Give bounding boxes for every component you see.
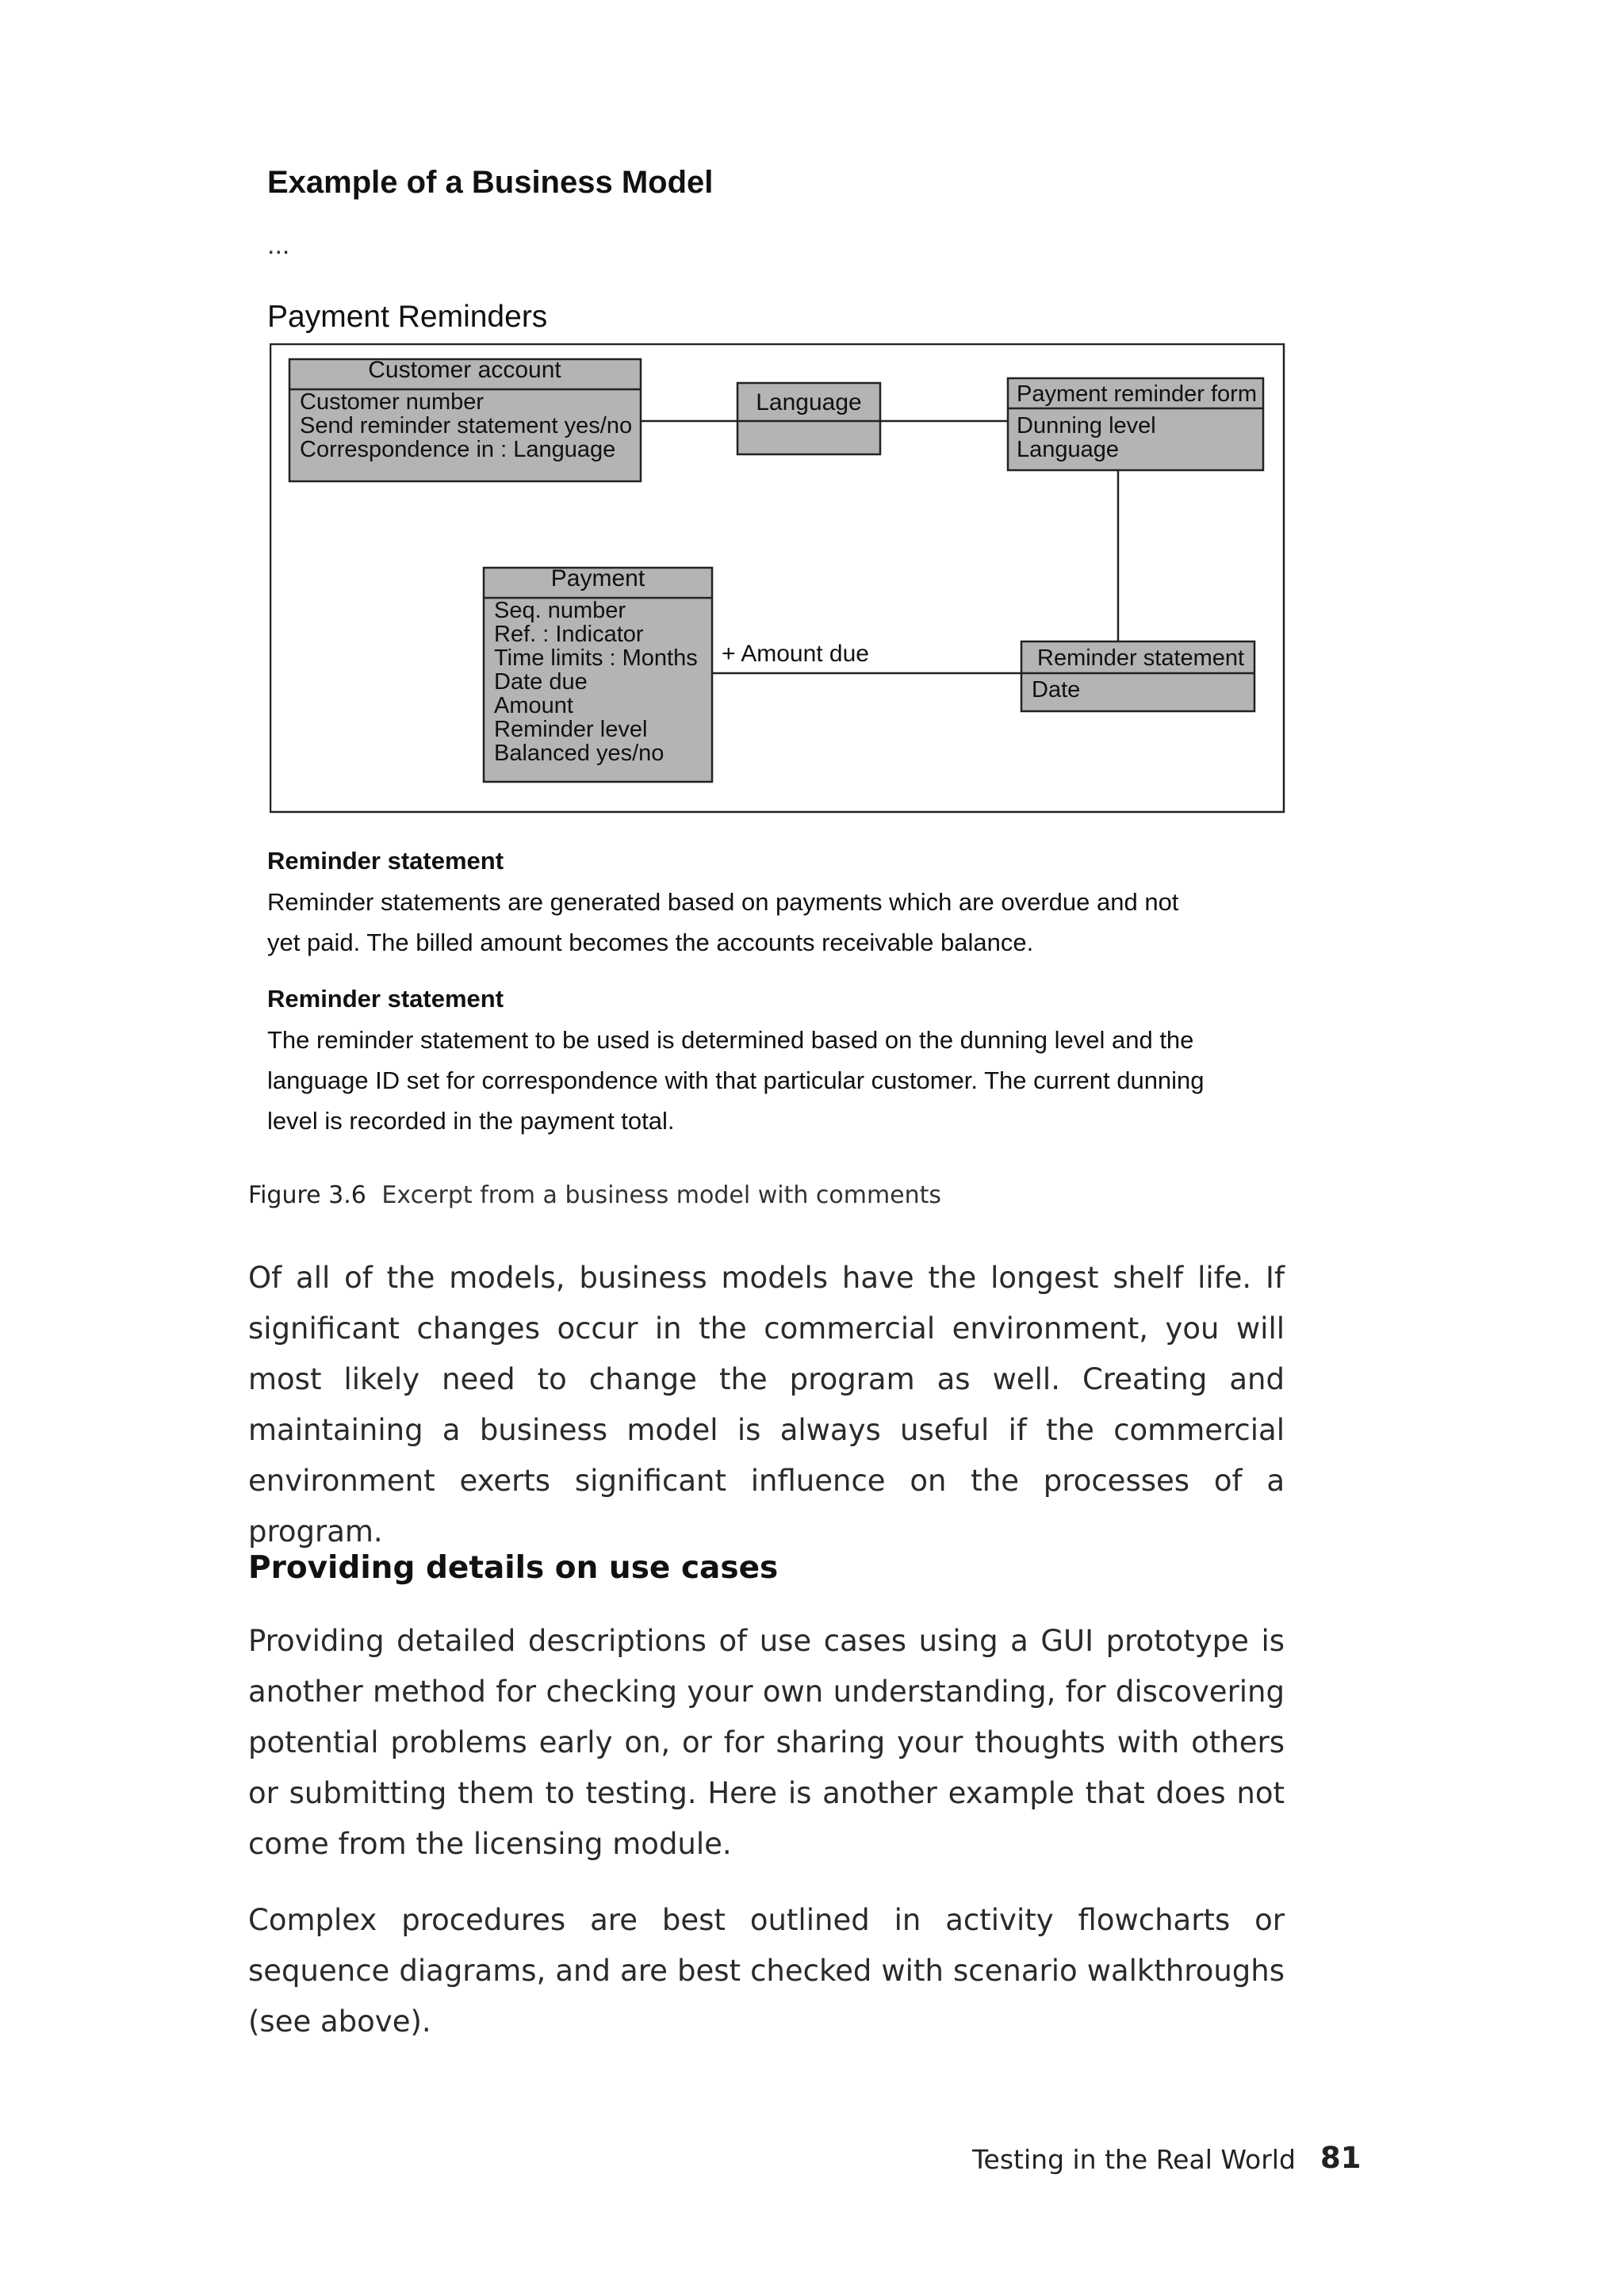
class-reminder-statement bbox=[1021, 641, 1254, 711]
note-line: yet paid. The billed amount becomes the accounts receivable balance. bbox=[267, 928, 1034, 956]
figure-caption bbox=[248, 1181, 941, 1209]
note-block-2 bbox=[267, 985, 1298, 1141]
class-title: Payment reminder form bbox=[1017, 381, 1257, 407]
note-block-1 bbox=[267, 847, 1298, 963]
class-customer-account bbox=[289, 357, 641, 481]
class-attribute: Ref. : Indicator bbox=[494, 622, 644, 647]
note-text bbox=[267, 1020, 1298, 1141]
note-line: The reminder statement to be used is determined based on the dunning level and the bbox=[267, 1026, 1194, 1054]
class-title: Payment bbox=[550, 565, 645, 592]
class-attribute: Language bbox=[1017, 437, 1120, 462]
class-title: Reminder statement bbox=[1037, 645, 1245, 671]
caption-label: Figure 3.6 bbox=[248, 1181, 366, 1209]
class-attribute: Date bbox=[1032, 677, 1081, 703]
class-attribute: Customer number bbox=[300, 389, 485, 415]
association-label: + Amount due bbox=[722, 641, 869, 667]
class-payment bbox=[484, 565, 712, 782]
class-attribute: Reminder level bbox=[494, 717, 648, 742]
body-paragraph-2: Providing detailed descriptions of use cases using a GUI prototype is another method for checking your own understanding, for discovering potential problems early on, or for sharing your thoughts with others or submitting them to testing. Here is another example that does not come from the licensing module. bbox=[248, 1624, 1285, 1861]
class-language bbox=[737, 383, 880, 454]
class-attribute: Send reminder statement yes/no bbox=[300, 413, 633, 438]
page-number: 81 bbox=[1320, 2141, 1362, 2175]
note-title: Reminder statement bbox=[267, 985, 504, 1013]
class-attribute: Seq. number bbox=[494, 598, 626, 623]
figure-heading: Example of a Business Model bbox=[267, 165, 714, 200]
class-attribute: Date due bbox=[494, 669, 588, 695]
note-line: level is recorded in the payment total. bbox=[267, 1107, 675, 1135]
body-paragraph-1: Of all of the models, business models have the longest shelf life. If significant changes occur in the commercial environment, you will most likely need to change the program as well. Creating and maintaining a business model is always useful if the commercial environment exerts significant influence on the processes of a program. bbox=[248, 1261, 1285, 1549]
caption-text: Excerpt from a business model with comments bbox=[381, 1181, 942, 1209]
class-attribute: Dunning level bbox=[1017, 413, 1156, 438]
note-line: Reminder statements are generated based on payments which are overdue and not bbox=[267, 888, 1179, 916]
class-title: Customer account bbox=[368, 357, 561, 383]
figure-ellipsis: ... bbox=[267, 230, 290, 260]
class-attribute: Balanced yes/no bbox=[494, 741, 665, 766]
class-payment-reminder-form bbox=[1008, 378, 1263, 470]
class-attribute: Time limits : Months bbox=[494, 645, 698, 671]
diagram-subtitle: Payment Reminders bbox=[267, 300, 548, 334]
note-title: Reminder statement bbox=[267, 847, 504, 875]
business-model-diagram bbox=[270, 343, 1286, 815]
class-title: Language bbox=[756, 389, 862, 415]
note-text bbox=[267, 882, 1298, 963]
class-attribute: Correspondence in : Language bbox=[300, 437, 616, 462]
note-line: language ID set for correspondence with that particular customer. The current dunning bbox=[267, 1066, 1205, 1094]
section-heading: Providing details on use cases bbox=[248, 1550, 779, 1586]
running-footer-title: Testing in the Real World bbox=[972, 2144, 1296, 2175]
body-paragraph-3: Complex procedures are best outlined in activity flowcharts or sequence diagrams, and are best checked with scenario walkthroughs (see above). bbox=[248, 1903, 1285, 2039]
class-attribute: Amount bbox=[494, 693, 573, 718]
